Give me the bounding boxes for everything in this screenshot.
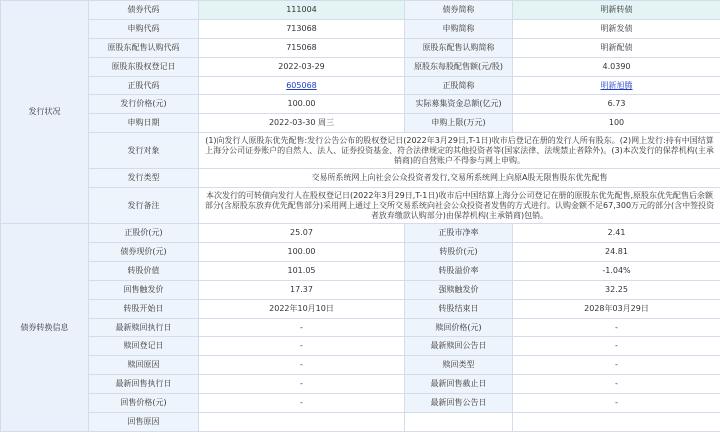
label-latest-putback-exec: 最新回售执行日 (89, 375, 199, 394)
label-latest-call-exec: 最新赎回执行日 (89, 318, 199, 337)
section-title-issuance: 发行状况 (1, 1, 89, 224)
table-row (1, 1, 720, 20)
table-row (1, 133, 720, 169)
value-issue-price: 100.00 (199, 95, 405, 114)
label-bond-short-name: 债券简称 (405, 1, 513, 20)
value-subscribe-date: 2022-03-30 周三 (199, 114, 405, 133)
label-call-trigger: 强赎触发价 (405, 280, 513, 299)
value-latest-putback-notice: - (513, 394, 720, 413)
label-issue-type: 发行类型 (89, 169, 199, 188)
table-row (1, 95, 720, 114)
value-putback-price: - (199, 394, 405, 413)
value-placement-per-share: 4.0390 (513, 57, 720, 76)
table-row (1, 261, 720, 280)
table-row (1, 356, 720, 375)
value-conversion-value: 101.05 (199, 261, 405, 280)
value-call-trigger: 32.25 (513, 280, 720, 299)
value-subscribe-code: 713068 (199, 19, 405, 38)
label-placement-code: 原股东配售认购代码 (89, 38, 199, 57)
label-latest-putback-deadline: 最新回售截止日 (405, 375, 513, 394)
table-row (1, 188, 720, 224)
table-row (1, 169, 720, 188)
table-row (1, 76, 720, 95)
table-row (1, 57, 720, 76)
value-conversion-price: 24.81 (513, 243, 720, 262)
label-call-reason: 赎回原因 (89, 356, 199, 375)
label-call-record-date: 赎回登记日 (89, 337, 199, 356)
table-row (1, 243, 720, 262)
label-issue-remark: 发行备注 (89, 188, 199, 224)
table-row (1, 375, 720, 394)
value-issue-remark: 本次发行的可转债向发行人在股权登记日(2022年3月29日,T-1日)收市后中国结算上海分公司登记在册的原股东优先配售,原股东优先配售后余额部分(含原股东放弃优先配售部分)采用网上通过上交所交易系统向社会公众投资者发售的方式进行。认购金额不足67,300万元的部分(含中签投资者放弃缴款认购部分)由保荐机构(主承销商)包销。 (199, 188, 720, 224)
value-latest-call-exec: - (199, 318, 405, 337)
value-conversion-end: 2028年03月29日 (513, 299, 720, 318)
label-subscribe-short-name: 申购简称 (405, 19, 513, 38)
section-title-conversion: 债券转换信息 (1, 224, 89, 432)
label-conversion-end: 转股结束日 (405, 299, 513, 318)
label-putback-reason: 回售原因 (89, 413, 199, 432)
table-row (1, 224, 720, 243)
value-subscribe-short-name: 明新发债 (513, 19, 720, 38)
value-conversion-premium: -1.04% (513, 261, 720, 280)
value-call-price: - (513, 318, 720, 337)
label-raised-funds: 实际募集资金总额(亿元) (405, 95, 513, 114)
label-subscribe-code: 申购代码 (89, 19, 199, 38)
table-row (1, 19, 720, 38)
value-latest-putback-exec: - (199, 375, 405, 394)
label-latest-call-notice: 最新赎回公告日 (405, 337, 513, 356)
value-placement-code: 715068 (199, 38, 405, 57)
label-bond-price: 债券现价(元) (89, 243, 199, 262)
value-raised-funds: 6.73 (513, 95, 720, 114)
label-issue-price: 发行价格(元) (89, 95, 199, 114)
value-bond-code: 111004 (199, 1, 405, 20)
table-row (1, 413, 720, 432)
value-pb-ratio: 2.41 (513, 224, 720, 243)
value-issue-type: 交易所系统网上向社会公众投资者发行,交易所系统网上向原A股无限售股东优先配售 (199, 169, 720, 188)
value-bond-short-name: 明新转债 (513, 1, 720, 20)
value-stock-price: 25.07 (199, 224, 405, 243)
label-record-date: 原股东股权登记日 (89, 57, 199, 76)
label-subscribe-date: 申购日期 (89, 114, 199, 133)
value-conversion-start: 2022年10月10日 (199, 299, 405, 318)
label-placement-per-share: 原股东每股配售额(元/股) (405, 57, 513, 76)
value-issue-target: (1)向发行人原股东优先配售:发行公告公布的股权登记日(2022年3月29日,T-1日)收市后登记在册的发行人所有股东。(2)网上发行:持有中国结算上海分公司证券账户的自然人、法人、证券投资基金、符合法律规定的其他投资者等(国家法律、法规禁止者除外)。(3)本次发行的保荐机构(主承销商)的自营账户不得参与网上申购。 (199, 133, 720, 169)
table-row (1, 38, 720, 57)
value-subscribe-limit: 100 (513, 114, 720, 133)
label-placement-short-name: 原股东配售认购简称 (405, 38, 513, 57)
stock-name-link[interactable]: 明新旭腾 (600, 80, 633, 90)
label-stock-code: 正股代码 (89, 76, 199, 95)
table-row (1, 318, 720, 337)
label-latest-putback-notice: 最新回售公告日 (405, 394, 513, 413)
label-pb-ratio: 正股市净率 (405, 224, 513, 243)
label-conversion-start: 转股开始日 (89, 299, 199, 318)
label-putback-price: 回售价格(元) (89, 394, 199, 413)
value-latest-putback-deadline: - (513, 375, 720, 394)
value-latest-call-notice: - (513, 337, 720, 356)
value-call-type: - (513, 356, 720, 375)
table-row (1, 337, 720, 356)
value-putback-reason (199, 413, 405, 432)
label-call-price: 赎回价格(元) (405, 318, 513, 337)
value-record-date: 2022-03-29 (199, 57, 405, 76)
label-subscribe-limit: 申购上限(万元) (405, 114, 513, 133)
value-stock-code (199, 76, 405, 95)
empty-cell (513, 413, 720, 432)
label-issue-target: 发行对象 (89, 133, 199, 169)
value-putback-trigger: 17.37 (199, 280, 405, 299)
value-call-record-date: - (199, 337, 405, 356)
label-conversion-value: 转股价值 (89, 261, 199, 280)
table-row (1, 299, 720, 318)
label-conversion-premium: 转股溢价率 (405, 261, 513, 280)
table-row (1, 394, 720, 413)
label-call-type: 赎回类型 (405, 356, 513, 375)
label-stock-price: 正股价(元) (89, 224, 199, 243)
value-placement-short-name: 明新配债 (513, 38, 720, 57)
label-putback-trigger: 回售触发价 (89, 280, 199, 299)
value-stock-short-name (513, 76, 720, 95)
empty-cell (405, 413, 513, 432)
label-stock-short-name: 正股简称 (405, 76, 513, 95)
label-bond-code: 债券代码 (89, 1, 199, 20)
label-conversion-price: 转股价(元) (405, 243, 513, 262)
stock-code-link[interactable]: 605068 (286, 80, 317, 90)
value-call-reason: - (199, 356, 405, 375)
value-bond-price: 100.00 (199, 243, 405, 262)
table-row (1, 114, 720, 133)
table-row (1, 280, 720, 299)
